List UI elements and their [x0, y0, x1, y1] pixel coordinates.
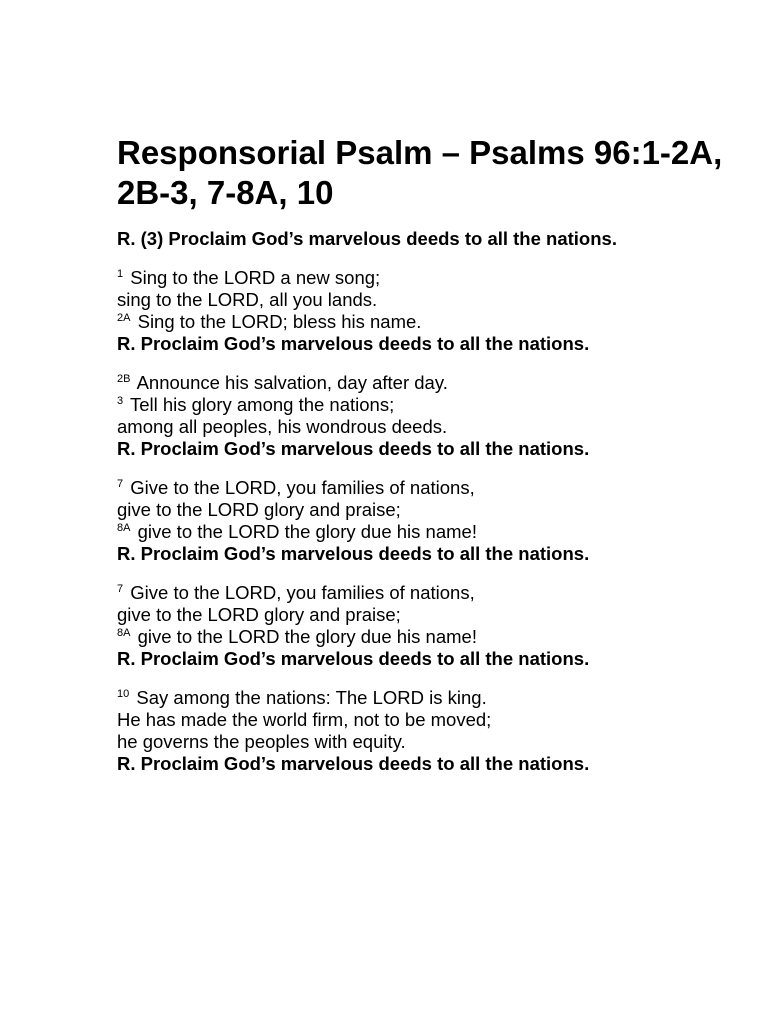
verse-text: Sing to the LORD a new song;: [130, 267, 381, 288]
verse-line: [117, 289, 727, 311]
page-title: Responsorial Psalm – Psalms 96:1-2A, 2B-3, 7-8A, 10: [117, 134, 723, 211]
response-intro: R. (3) Proclaim God’s marvelous deeds to all the nations.: [117, 228, 617, 249]
verse-line: [117, 709, 727, 731]
verse-text: sing to the LORD, all you lands.: [117, 289, 378, 310]
verse-text: give to the LORD the glory due his name!: [137, 626, 477, 647]
verse-line: [117, 311, 727, 333]
refrain-line: R. Proclaim God’s marvelous deeds to all the nations.: [117, 648, 590, 669]
stanza: [117, 372, 727, 460]
verse-line: [117, 626, 727, 648]
stanza: [117, 477, 727, 565]
verse-line: [117, 416, 727, 438]
verse-line: [117, 499, 727, 521]
verse-number: 1: [117, 268, 124, 280]
verse-number: 3: [117, 395, 124, 407]
verse-text: give to the LORD glory and praise;: [117, 604, 401, 625]
verse-line: [117, 267, 727, 289]
document-page: [117, 133, 727, 775]
refrain-line: R. Proclaim God’s marvelous deeds to all the nations.: [117, 543, 590, 564]
verse-line: [117, 394, 727, 416]
stanza: [117, 687, 727, 775]
verse-line: [117, 521, 727, 543]
verse-line: [117, 731, 727, 753]
verse-line: [117, 477, 727, 499]
verse-text: among all peoples, his wondrous deeds.: [117, 416, 448, 437]
verse-text: Give to the LORD, you families of nations,: [130, 477, 475, 498]
verse-line: [117, 582, 727, 604]
verse-number: 8A: [117, 522, 131, 534]
verse-number: 8A: [117, 627, 131, 639]
verse-number: 7: [117, 478, 124, 490]
verse-text: Tell his glory among the nations;: [129, 394, 395, 415]
verse-text: Announce his salvation, day after day.: [136, 372, 448, 393]
verse-text: Sing to the LORD; bless his name.: [137, 311, 422, 332]
verse-text: Say among the nations: The LORD is king.: [136, 687, 487, 708]
verse-number: 2B: [117, 373, 131, 385]
verse-line: [117, 372, 727, 394]
stanza: [117, 267, 727, 355]
verse-number: 10: [117, 688, 130, 700]
refrain-line: R. Proclaim God’s marvelous deeds to all the nations.: [117, 333, 590, 354]
verse-number: 7: [117, 583, 124, 595]
refrain-line: R. Proclaim God’s marvelous deeds to all the nations.: [117, 438, 590, 459]
verse-line: [117, 604, 727, 626]
verse-text: He has made the world firm, not to be moved;: [117, 709, 492, 730]
verse-text: he governs the peoples with equity.: [117, 731, 406, 752]
verse-text: Give to the LORD, you families of nations,: [130, 582, 475, 603]
refrain-line: R. Proclaim God’s marvelous deeds to all the nations.: [117, 753, 590, 774]
stanza: [117, 582, 727, 670]
verse-line: [117, 687, 727, 709]
verse-text: give to the LORD the glory due his name!: [137, 521, 477, 542]
verse-number: 2A: [117, 312, 131, 324]
verse-text: give to the LORD glory and praise;: [117, 499, 401, 520]
